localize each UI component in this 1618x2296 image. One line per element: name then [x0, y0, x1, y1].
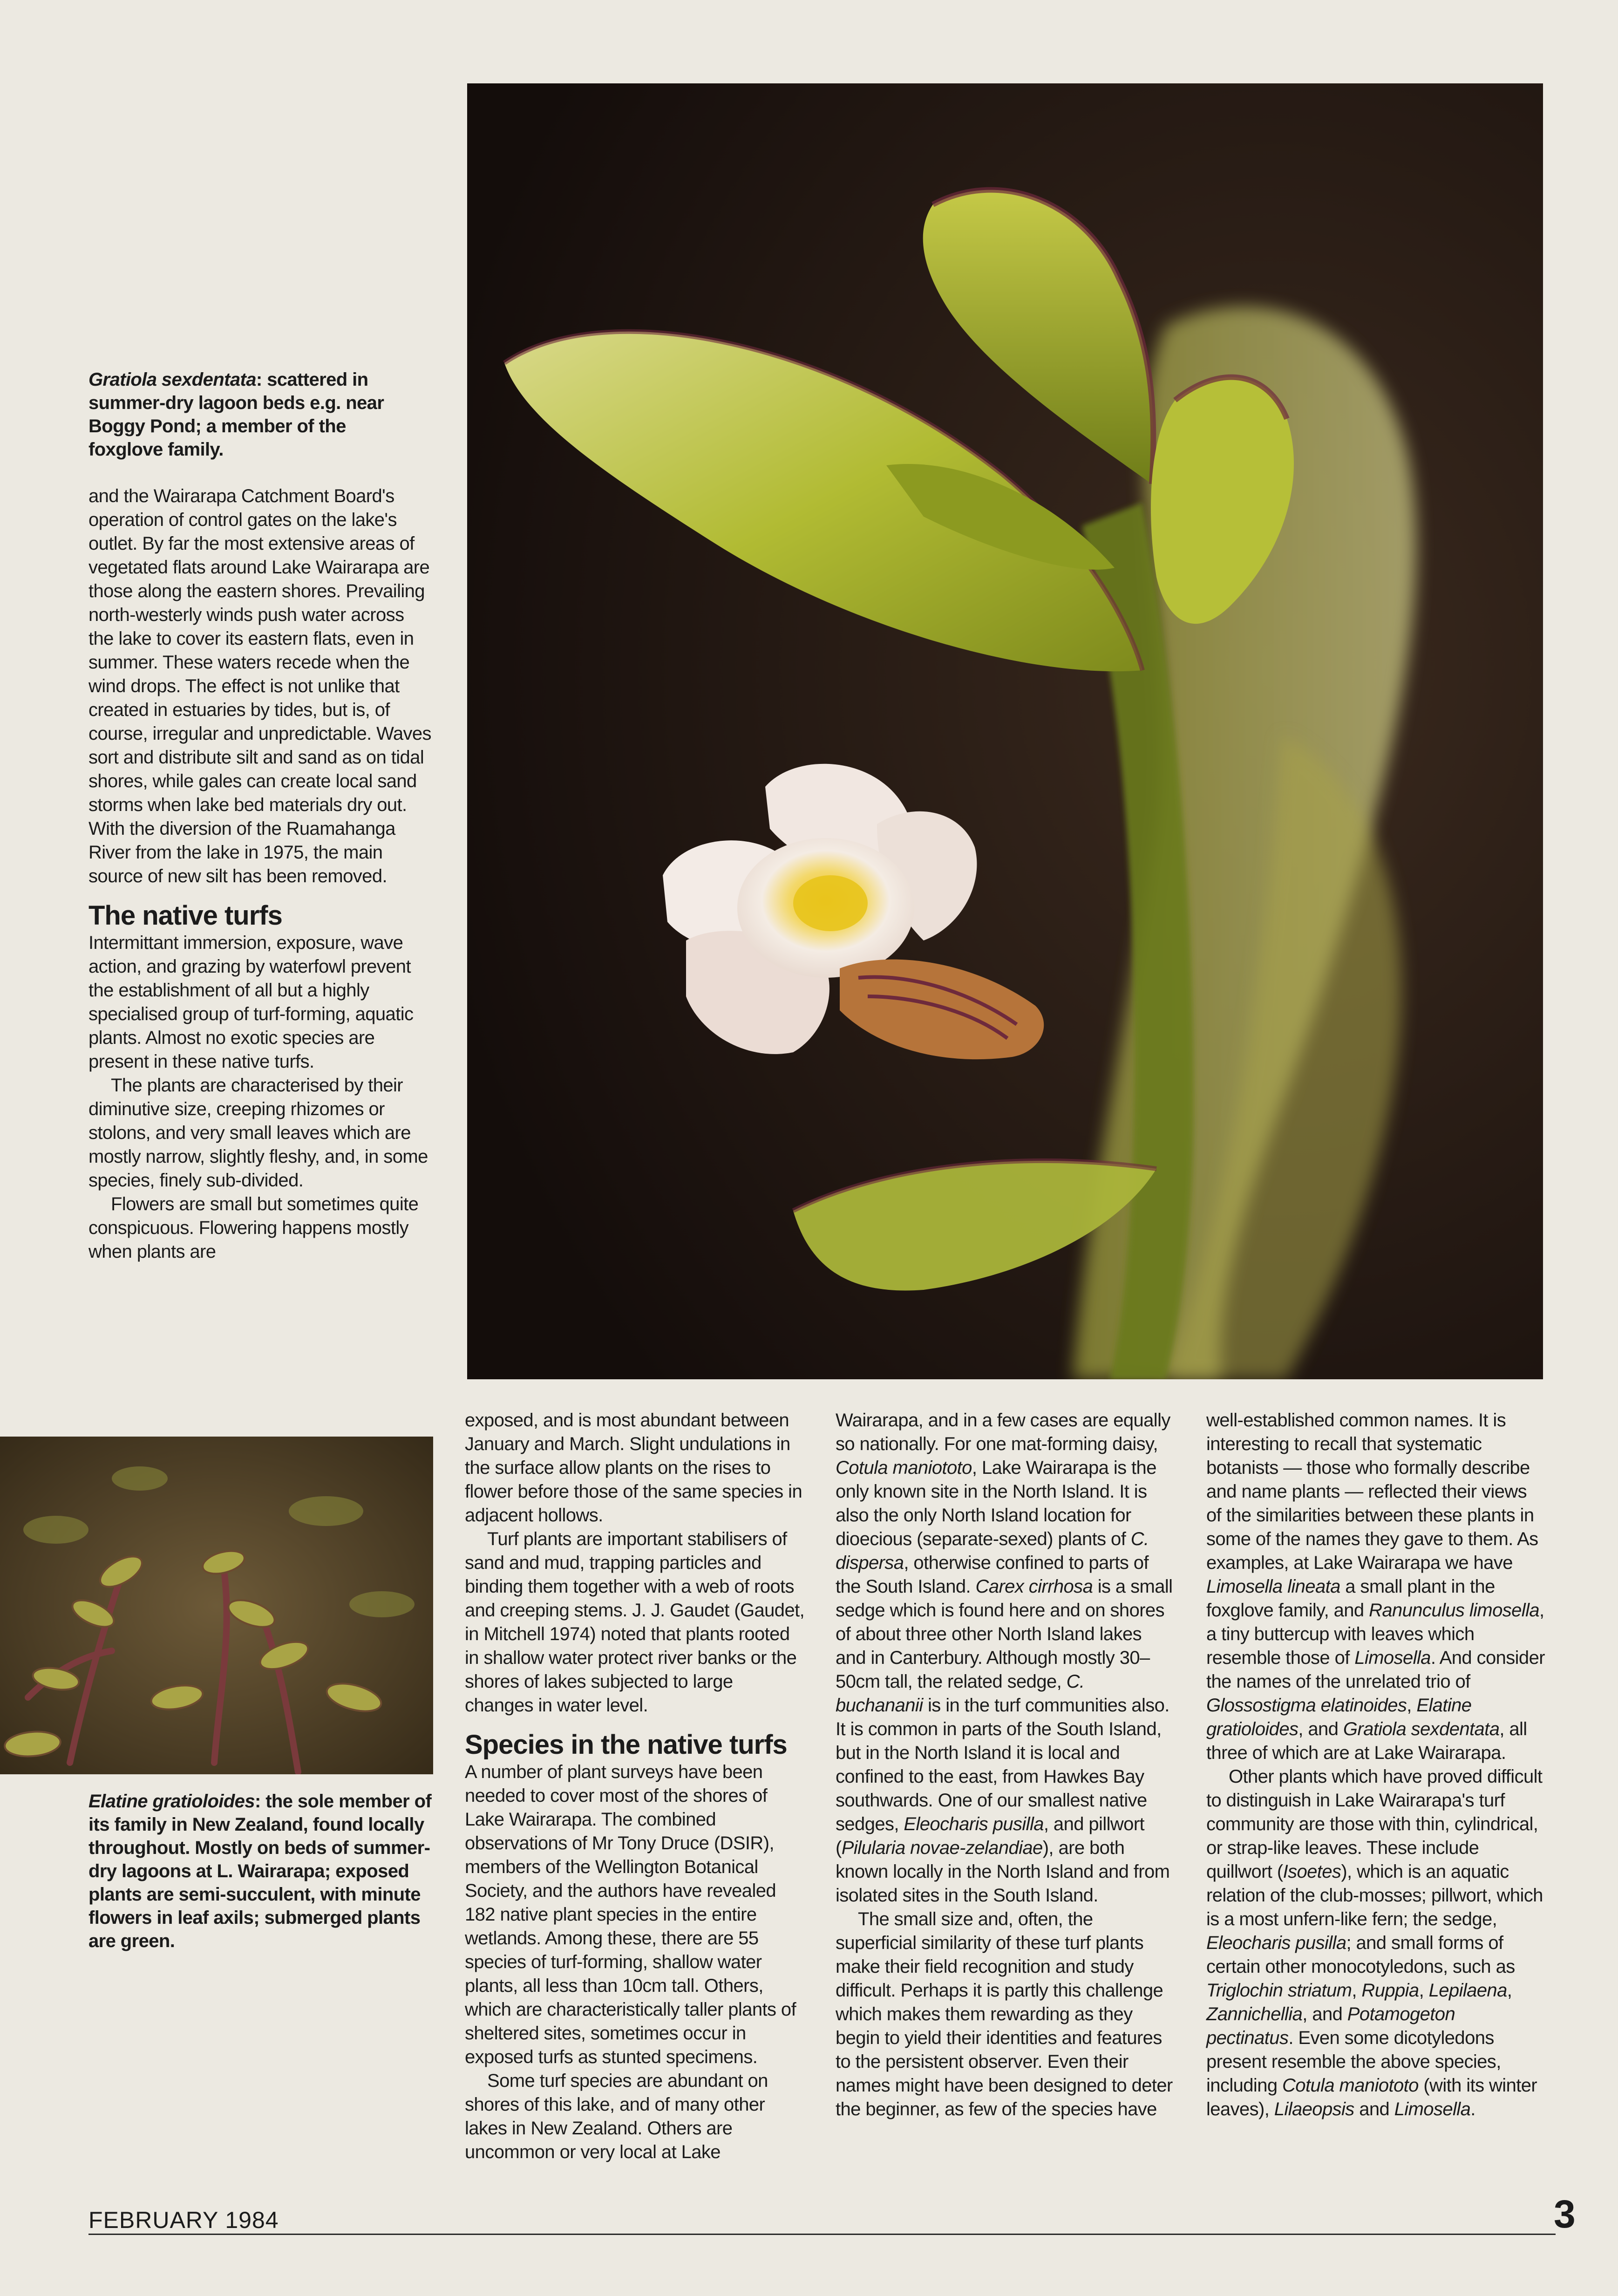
elatine-plant-illustration [0, 1437, 433, 1774]
col2-p1: exposed, and is most abundant between January and March. Slight undulations in the surface allow plants on the rises to flower before those of the same species in adjacent hollows. [465, 1410, 802, 1526]
col1-p2: The plants are characterised by their diminutive size, creeping rhizomes or stolons, and very small leaves which are mostly narrow, slightly fleshy, and, in some species, finely sub-divided. [88, 1075, 428, 1191]
column-1 [88, 484, 433, 1264]
col4-p1: well-established common names. It is interesting to recall that systematic botanists — those who formally describe and name plants — reflected their views of the similarities between these plants in some of the names they gave to them. As examples, at Lake Wairarapa we have Limosella lineata a small plant in the foxglove family, and Ranunculus limosella, a tiny buttercup with leaves which resemble those of Limosella. And consider the names of the unrelated trio of Glossostigma elatinoides, Elatine gratioloides, and Gratiola sexdentata, all three of which are at Lake Wairarapa. [1206, 1410, 1545, 1763]
caption-elatine-text: : the sole member of its family in New Zealand, found locally throughout. Mostly on beds of summer-dry lagoons at L. Wairarapa; exposed plants are semi-succulent, with minute flowers in leaf axils; submerged plants are green. [88, 1791, 432, 1951]
caption-gratiola-species: Gratiola sexdentata [88, 369, 256, 390]
caption-elatine-species: Elatine gratioloides [88, 1791, 255, 1812]
caption-gratiola [88, 368, 424, 461]
col1-p3: Flowers are small but sometimes quite conspicuous. Flowering happens mostly when plants are [88, 1194, 419, 1262]
col3-p1: Wairarapa, and in a few cases are equally so nationally. For one mat-forming daisy, Cotula maniototo, Lake Wairarapa is the only known site in the North Island. It is also the only North Island location for dioecious (separate-sexed) plants of C. dispersa, otherwise confined to parts of the South Island. Carex cirrhosa is a small sedge which is found here and on shores of about three other North Island lakes and in Canterbury. Although mostly 30–50cm tall, the related sedge, C. buchananii is in the turf communities also. It is common in parts of the South Island, but in the North Island it is local and confined to the east, from Hawkes Bay southwards. One of our smallest native sedges, Eleocharis pusilla, and pillwort (Pilularia novae-zelandiae), are both known locally in the North Island and from isolated sites in the South Island. [836, 1410, 1173, 1906]
heading-native-turfs: The native turfs [88, 900, 282, 931]
col2-p2: Turf plants are important stabilisers of sand and mud, trapping particles and binding them together with a web of roots and creeping stems. J. J. Gaudet (Gaudet, in Mitchell 1974) noted that plants rooted in shallow water protect river banks or the shores of lakes subjected to large changes in water level. [465, 1529, 805, 1716]
page-number: 3 [1554, 2192, 1576, 2236]
column-3 [836, 1409, 1176, 2121]
caption-gratiola-text: : scattered in summer-dry lagoon beds e.g. near Boggy Pond; a member of the foxglove family. [88, 369, 384, 460]
footer-rule [88, 2234, 1556, 2235]
col2-p4: Some turf species are abundant on shores of this lake, and of many other lakes in New Zealand. Others are uncommon or very local at Lake [465, 2071, 768, 2162]
column-2 [465, 1409, 805, 2164]
col3-p2: The small size and, often, the superficial similarity of these turf plants make their field recognition and study difficult. Perhaps it is partly this challenge which makes them rewarding as they begin to yield their identities and features to the persistent observer. Even their names might have been designed to deter the beginner, as few of the species have [836, 1909, 1173, 2119]
gratiola-photo [467, 83, 1543, 1379]
col2-p3: A number of plant surveys have been needed to cover most of the shores of Lake Wairarapa. The combined observations of Mr Tony Druce (DSIR), members of the Wellington Botanical Society, and the authors have revealed 182 native plant species in the entire wetlands. Among these, there are 55 species of turf-forming, shallow water plants, all less than 10cm tall. Others, which are characteristically taller plants of sheltered sites, sometimes occur in exposed turfs as stunted specimens. [465, 1762, 796, 2067]
caption-elatine [88, 1790, 433, 1953]
elatine-photo [0, 1437, 433, 1774]
column-4 [1206, 1409, 1546, 2121]
gratiola-flower-illustration [467, 83, 1543, 1379]
col1-intro: and the Wairarapa Catchment Board's operation of control gates on the lake's outlet. By far the most extensive areas of vegetated flats around Lake Wairarapa are those along the eastern shores. Prevailing north-westerly winds push water across the lake to cover its eastern flats, even in summer. These waters recede when the wind drops. The effect is not unlike that created in estuaries by tides, but is, of course, irregular and unpredictable. Waves sort and distribute silt and sand as on tidal shores, while gales can create local sand storms when lake bed materials dry out. With the diversion of the Ruamahanga River from the lake in 1975, the main source of new silt has been removed. [88, 486, 431, 886]
heading-species-native-turfs: Species in the native turfs [465, 1730, 787, 1760]
col1-p1: Intermittant immersion, exposure, wave action, and grazing by waterfowl prevent the establishment of all but a highly specialised group of turf-forming, aquatic plants. Almost no exotic species are present in these native turfs. [88, 933, 414, 1072]
footer-issue: FEBRUARY 1984 [88, 2207, 279, 2233]
col4-p2: Other plants which have proved difficult to distinguish in Lake Wairarapa's turf community are those with thin, cylindrical, or strap-like leaves. These include quillwort (Isoetes), which is an aquatic relation of the club-mosses; pillwort, which is a most unfern-like fern; the sedge, Eleocharis pusilla; and small forms of certain other monocotyledons, such as Triglochin striatum, Ruppia, Lepilaena, Zannichellia, and Potamogeton pectinatus. Even some dicotyledons present resemble the above species, including Cotula maniototo (with its winter leaves), Lilaeopsis and Limosella. [1206, 1766, 1543, 2119]
